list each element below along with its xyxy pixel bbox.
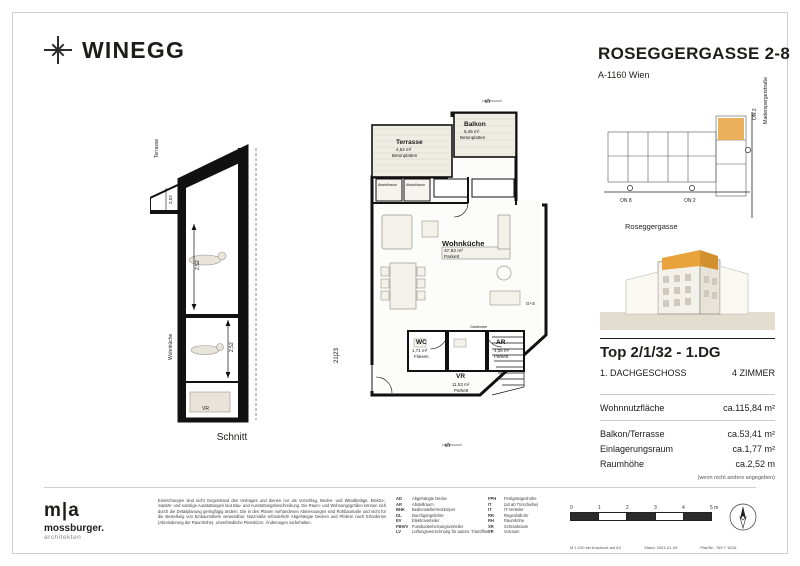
area-ca-0: ca. [723, 403, 736, 413]
site-plan [600, 77, 775, 225]
area-value-raumhoehe: 2,52 m [747, 459, 775, 469]
abbr-val: (a3 ab Türscheibe) [504, 501, 539, 507]
scale-num-5: 5 m [710, 505, 719, 511]
svg-text:5: 5 [485, 99, 492, 103]
abbr-key: IT [488, 507, 492, 512]
abbr-val: Fussbodenheizungsverteiler [412, 523, 464, 529]
architect-mark: m|a [44, 500, 80, 521]
svg-text:2,52: 2,52 [229, 342, 235, 352]
table-row [600, 427, 775, 442]
unit-floor: 1. DACHGESCHOSS [600, 368, 687, 378]
scale-bar-graphic [570, 512, 712, 521]
scale-num-1: 1 [598, 505, 601, 511]
abbr-val: Lüftungsverrechnung für autom. T/ariöffner [412, 529, 490, 534]
area-label-wohnnutzflaeche: Wohnnutzfläche [600, 403, 665, 413]
scale-num-0: 0 [570, 505, 573, 511]
site-marker-on2b: ON 2 [752, 108, 758, 120]
abbr-key: AR [396, 501, 402, 507]
room-label-wc: WC [416, 339, 427, 346]
abbr-key: RR [488, 512, 494, 518]
section-drawing [150, 120, 310, 440]
unit-floor-row [600, 368, 775, 378]
table-rule-mid [600, 420, 775, 421]
annotation-abstellraum-1: Abstellraum [378, 183, 397, 187]
scale-note: M 1:100 bei Ausdruck auf A4 [570, 545, 621, 550]
abbr-key: FPH [488, 496, 497, 501]
room-area-wc: 1,71 m² [412, 348, 428, 353]
site-marker-on2: ON 2 [684, 198, 696, 204]
abbr-val: Abgehängte Decke [412, 496, 447, 501]
project-heading [598, 44, 790, 80]
project-address: A-1160 Wien [598, 70, 650, 80]
architect-name: mossburger. [44, 523, 105, 534]
table-rule-top [600, 394, 775, 395]
site-street-maderspergerstrasse: Maderspergerstraße [763, 77, 769, 124]
scale-bar [570, 505, 738, 521]
area-note: (wenn nicht anders angegeben) [697, 475, 775, 481]
scale-num-2: 2 [626, 505, 629, 511]
scale-numbers [570, 505, 738, 511]
table-row [600, 457, 775, 472]
room-area-terrasse: 4,54 m² [396, 147, 412, 152]
area-ca-1: ca. [727, 429, 740, 439]
room-material-wc: Fliesen [414, 354, 429, 359]
section-label-wohnkueche: Wohnküche [168, 333, 174, 360]
abbr-key: SR [488, 523, 494, 529]
room-area-ar: 4,06 m² [494, 348, 510, 353]
area-value-wohnnutzflaeche: 115,84 m² [735, 403, 775, 413]
architect-subtitle: architekten [44, 534, 82, 541]
annotation-garderobe: Garderobe [470, 325, 488, 329]
section-label-vr: VR [202, 406, 209, 412]
room-area-balkon: 6,45 m² [464, 129, 480, 134]
abbr-val: Abstellraum [412, 501, 434, 507]
abbr-val: Schrankraum [504, 523, 529, 529]
abbr-key: VR [488, 529, 494, 534]
area-label-raumhoehe: Raumhöhe [600, 459, 645, 469]
unit-rooms: 4 ZIMMER [731, 368, 775, 378]
area-label-balkon-terrasse: Balkon/Terrasse [600, 429, 665, 439]
unit-divider [600, 338, 775, 339]
abbr-key: BHK [396, 507, 405, 512]
site-street-roseggergasse: Roseggergasse [625, 222, 678, 231]
four-point-star-icon [44, 36, 72, 64]
brand-name: WINEGG [82, 36, 186, 63]
abbr-key: EV [396, 518, 402, 523]
room-label-ar: AR [496, 339, 506, 346]
abbr-val: Elektroverteiler [412, 518, 440, 523]
svg-text:5: 5 [445, 443, 452, 447]
abbr-val: Durchgangslichte [412, 512, 444, 518]
abbr-val: Bedienstelle/Heizkörper [412, 507, 456, 512]
svg-text:2,52: 2,52 [195, 260, 201, 270]
abbr-key: LV [396, 529, 401, 534]
room-label-balkon: Balkon [464, 121, 486, 128]
svg-text:2,52: 2,52 [168, 195, 173, 204]
room-material-ar: Parkett [494, 354, 509, 359]
production-info [570, 545, 758, 550]
area-ca-3: ca. [735, 459, 748, 469]
abbr-val: Vorraum [504, 529, 520, 534]
room-material-balkon: Betonplatten [460, 135, 486, 140]
abbr-key: RH [488, 518, 494, 523]
scale-num-4: 4 [682, 505, 685, 511]
scale-num-3: 3 [654, 505, 657, 511]
abbr-key: DL [396, 512, 402, 518]
abbr-key: FBH/V [396, 523, 409, 529]
abbr-val: Raumhöhe [504, 518, 525, 523]
area-ca-2: ca. [732, 444, 745, 454]
abbr-val: Regenfallrohr [504, 512, 529, 518]
abbr-val: Fertigsteigeshöhe [504, 496, 537, 501]
area-value-balkon-terrasse: 53,41 m² [739, 429, 775, 439]
annotation-abstellraum-2: Abstellraum [406, 183, 425, 187]
plan-date: Stand: 2024-01-09 [644, 545, 678, 550]
site-marker-on8: ON 8 [620, 198, 632, 204]
room-material-terrasse: Betonplatten [392, 153, 418, 158]
section-label-terrasse: Terrasse [154, 138, 160, 158]
room-area-vr: 11,53 m² [452, 382, 470, 387]
annotation-gs: G+S [526, 301, 536, 306]
room-label-wohnkueche: Wohnküche [442, 239, 485, 248]
abbr-val: IT-Verteiler [504, 507, 524, 512]
page-title: ROSEGGERGASSE 2-8 [598, 44, 791, 63]
unit-area-table [600, 390, 775, 481]
floor-plan-drawing [330, 95, 580, 455]
abbr-key: AD [396, 496, 402, 501]
brand-logo [44, 36, 185, 64]
unit-title: Top 2/1/32 - 1.DG [600, 344, 721, 361]
footer-divider [44, 487, 756, 488]
svg-text:21|23: 21|23 [334, 348, 340, 363]
plan-number: Plan№ : 769 7 182A [700, 545, 737, 550]
table-row [600, 442, 775, 457]
room-material-wohnkueche: Parkett [444, 255, 460, 260]
room-label-terrasse: Terrasse [396, 139, 423, 146]
building-illustration [600, 240, 775, 330]
room-material-vr: Parkett [454, 388, 469, 393]
table-row [600, 401, 775, 416]
architect-logo [44, 500, 104, 541]
abbr-key: IT [488, 501, 492, 507]
room-area-wohnkueche: 37,92 m² [444, 249, 463, 254]
section-caption: Schnitt [216, 432, 248, 443]
area-label-einlagerungsraum: Einlagerungsraum [600, 444, 674, 454]
north-arrow-icon [728, 502, 758, 532]
room-label-vr: VR [456, 373, 466, 380]
area-value-einlagerungsraum: 1,77 m² [744, 444, 775, 454]
disclaimer-text: Einreichungen sind nicht Gegenstand des Vertrages und dienen nur als Vorschlag. Beden- und Wandbeläge, Elektro-, Sanitär- und sonstige Ausstattungen laut Bau- und Ausstattungsbeschreibung. Die Raum- und Wohnungsgrößen können sich durch die Detailplanung geringfügig ändern. Die in den Plänen vorhandenen Abmessungen sind Rohbaumaße und nicht für die Bestellung von Einbaumöbeln verwendbar. Nutzmaße erforderlich! Abgehängte Decken und Pfeilern nach Erfordernis (Abminderung der Raumhöhe). Unverbindliche Planskizze, Änderungen vorbehalten. [158, 498, 386, 525]
